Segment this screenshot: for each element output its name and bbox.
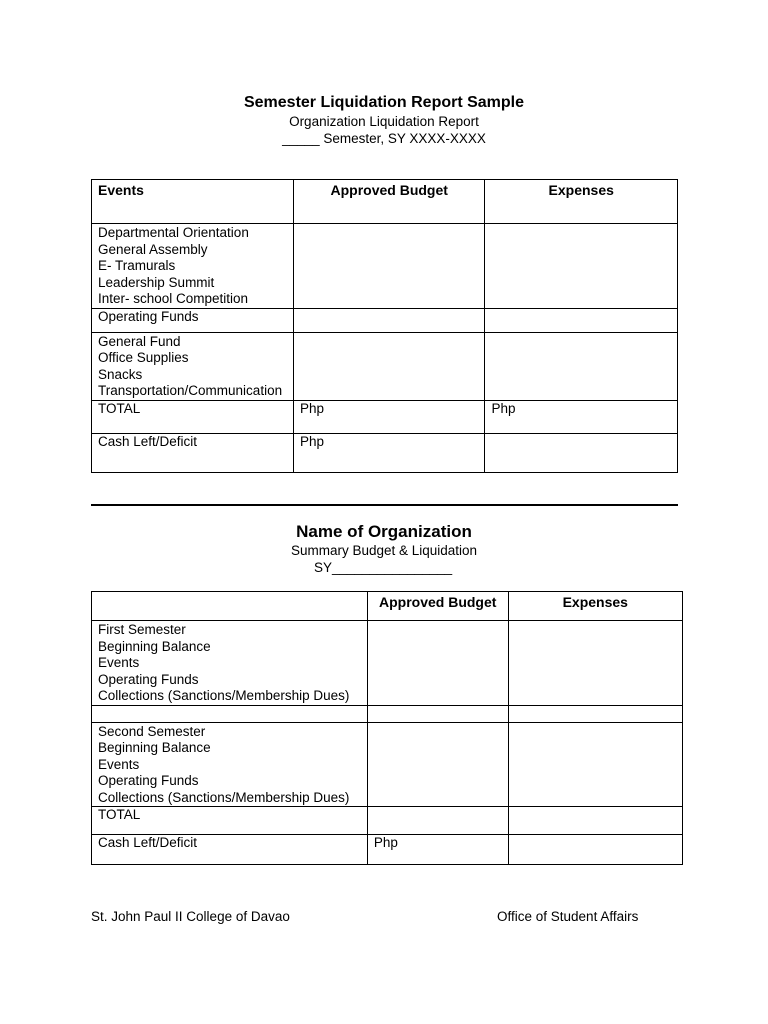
empty-cell bbox=[508, 807, 682, 835]
empty-cell bbox=[293, 224, 485, 309]
semester-line: _____ Semester, SY XXXX-XXXX bbox=[282, 131, 486, 146]
empty-cell bbox=[92, 705, 368, 722]
empty-cell bbox=[293, 332, 485, 400]
footer-college: St. John Paul II College of Davao bbox=[91, 909, 290, 924]
list-item: Collections (Sanctions/Membership Dues) bbox=[98, 789, 350, 805]
table-row bbox=[92, 224, 678, 309]
empty-cell bbox=[367, 722, 508, 807]
list-item: Inter- school Competition bbox=[98, 291, 249, 306]
event-items-cell bbox=[92, 224, 294, 309]
cash-left-approved: Php bbox=[293, 433, 485, 472]
empty-cell bbox=[367, 621, 508, 706]
section-divider bbox=[91, 504, 678, 506]
list-item: Snacks bbox=[98, 366, 143, 382]
table-row bbox=[92, 433, 678, 472]
events-header: Events bbox=[92, 180, 294, 224]
report-title: Semester Liquidation Report Sample bbox=[243, 94, 525, 111]
empty-cell bbox=[508, 722, 682, 807]
list-item: Second Semester bbox=[98, 723, 206, 739]
empty-cell bbox=[367, 807, 508, 835]
empty-cell bbox=[367, 705, 508, 722]
list-item: Office Supplies bbox=[98, 350, 189, 365]
approved-budget-header: Approved Budget bbox=[367, 592, 508, 621]
list-item: Beginning Balance bbox=[98, 638, 211, 654]
liquidation-table bbox=[91, 179, 678, 473]
empty-cell bbox=[485, 332, 678, 400]
empty-cell bbox=[485, 224, 678, 309]
cash-left-label: Cash Left/Deficit bbox=[92, 835, 368, 865]
table-row bbox=[92, 835, 683, 865]
list-item: Events bbox=[98, 756, 140, 772]
blank-header bbox=[92, 592, 368, 621]
list-item: Departmental Orientation bbox=[98, 225, 249, 240]
list-item: General Fund bbox=[98, 333, 181, 349]
fund-items-cell bbox=[92, 332, 294, 400]
report-subtitle: Organization Liquidation Report bbox=[289, 114, 479, 129]
summary-table bbox=[91, 591, 683, 865]
table-row bbox=[92, 807, 683, 835]
list-item: Operating Funds bbox=[98, 773, 199, 788]
sy-line: SY________________ bbox=[314, 560, 453, 575]
list-item: E- Tramurals bbox=[98, 258, 176, 273]
table-header-row bbox=[92, 592, 683, 621]
list-item: Events bbox=[98, 655, 140, 670]
empty-cell bbox=[508, 621, 682, 706]
table-row bbox=[92, 722, 683, 807]
table-row bbox=[92, 308, 678, 332]
expenses-header: Expenses bbox=[485, 180, 678, 224]
total-label: TOTAL bbox=[92, 807, 368, 835]
table-header-row bbox=[92, 180, 678, 224]
cash-left-approved: Php bbox=[367, 835, 508, 865]
list-item: Beginning Balance bbox=[98, 740, 211, 755]
list-item: Leadership Summit bbox=[98, 274, 215, 290]
organization-title: Name of Organization bbox=[296, 522, 472, 541]
table-row bbox=[92, 332, 678, 400]
total-approved: Php bbox=[293, 400, 485, 433]
table-row bbox=[92, 621, 683, 706]
operating-funds-cell: Operating Funds bbox=[92, 308, 294, 332]
list-item: First Semester bbox=[98, 622, 186, 637]
first-semester-cell bbox=[92, 621, 368, 706]
empty-cell bbox=[485, 308, 678, 332]
total-label: TOTAL bbox=[92, 400, 294, 433]
table-row bbox=[92, 705, 683, 722]
list-item: Transportation/Communication bbox=[98, 383, 283, 398]
cash-left-label: Cash Left/Deficit bbox=[92, 433, 294, 472]
list-item: Operating Funds bbox=[98, 671, 199, 687]
total-expenses: Php bbox=[485, 400, 678, 433]
empty-cell bbox=[485, 433, 678, 472]
empty-cell bbox=[508, 705, 682, 722]
table-row bbox=[92, 400, 678, 433]
summary-subtitle: Summary Budget & Liquidation bbox=[290, 543, 478, 558]
second-semester-cell bbox=[92, 722, 368, 807]
empty-cell bbox=[293, 308, 485, 332]
approved-budget-header: Approved Budget bbox=[293, 180, 485, 224]
footer-office: Office of Student Affairs bbox=[497, 909, 639, 924]
list-item: Collections (Sanctions/Membership Dues) bbox=[98, 688, 350, 703]
empty-cell bbox=[508, 835, 682, 865]
list-item: General Assembly bbox=[98, 241, 208, 257]
expenses-header: Expenses bbox=[508, 592, 682, 621]
